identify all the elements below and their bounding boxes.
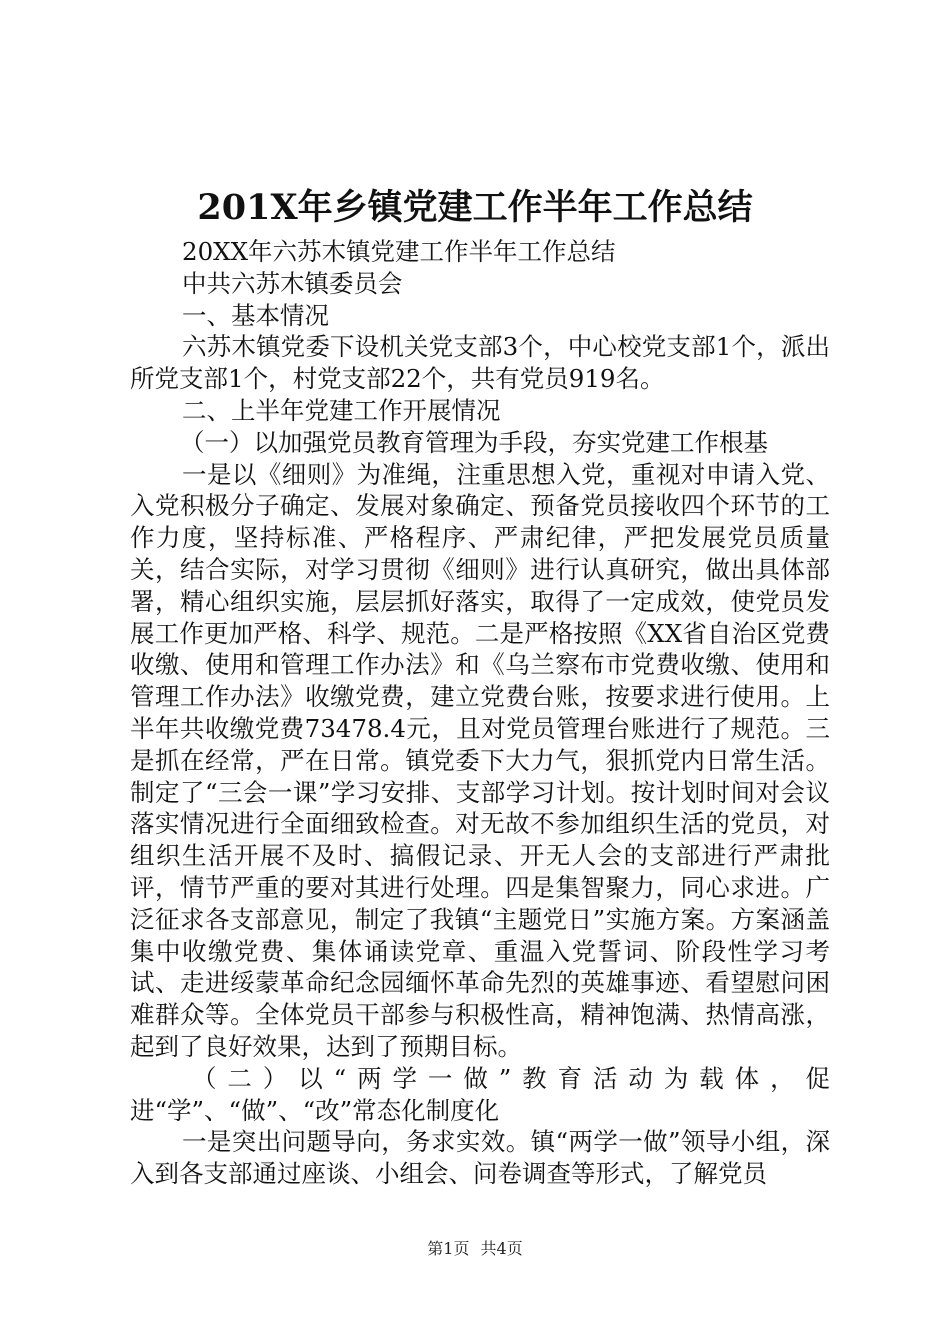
- subsection-heading-2: （二）以“两学一做”教育活动为载体，促进“学”、“做”、“改”常态化制度化: [130, 1063, 830, 1125]
- document-body: [130, 236, 830, 1190]
- subsection-heading-1: （一）以加强党员教育管理为手段，夯实党建工作根基: [180, 427, 768, 457]
- paragraph-education: 一是以《细则》为准绳，注重思想入党，重视对申请入党、入党积极分子确定、发展对象确定、预备党员接收四个环节的工作力度，坚持标准、严格程序、严肃纪律，严把发展党员质量关，结合实际，对学习贯彻《细则》进行认真研究，做出具体部署，精心组织实施，层层抓好落实，取得了一定成效，使党员发展工作更加严格、科学、规范。二是严格按照《XX省自治区党费收缴、使用和管理工作办法》和《乌兰察布市党费收缴、使用和管理工作办法》收缴党费，建立党费台账，按要求进行使用。上半年共收缴党费73478.4元，且对党员管理台账进行了规范。三是抓在经常，严在日常。镇党委下大力气，狠抓党内日常生活。制定了“三会一课”学习安排、支部学习计划。按计划时间对会议落实情况进行全面细致检查。对无故不参加组织生活的党员，对组织生活开展不及时、搞假记录、开无人会的支部进行严肃批评，情节严重的要对其进行处理。四是集智聚力，同心求进。广泛征求各支部意见，制定了我镇“主题党日”实施方案。方案涵盖集中收缴党费、集体诵读党章、重温入党誓词、阶段性学习考试、走进绥蒙革命纪念园缅怀革命先烈的英雄事迹、看望慰问困难群众等。全体党员干部参与积极性高，精神饱满、热情高涨，起到了良好效果，达到了预期目标。: [130, 459, 830, 1061]
- document-title: 201X年乡镇党建工作半年工作总结: [197, 187, 753, 228]
- section-heading-basic: 一、基本情况: [182, 300, 329, 330]
- page-number: 第1页: [427, 1239, 470, 1258]
- page-total: 共4页: [480, 1239, 523, 1258]
- subtitle-line: 20XX年六苏木镇党建工作半年工作总结: [182, 237, 616, 266]
- paragraph-problem-oriented: 一是突出问题导向，务求实效。镇“两学一做”领导小组，深入到各支部通过座谈、小组会、问卷调查等形式，了解党员: [130, 1127, 830, 1189]
- page-footer: [0, 1238, 950, 1260]
- paragraph-basic-info: 六苏木镇党委下设机关党支部3个，中心校党支部1个，派出所党支部1个，村党支部22个，共有党员919名。: [130, 332, 830, 394]
- author-line: 中共六苏木镇委员会: [182, 268, 403, 298]
- section-heading-progress: 二、上半年党建工作开展情况: [182, 395, 501, 425]
